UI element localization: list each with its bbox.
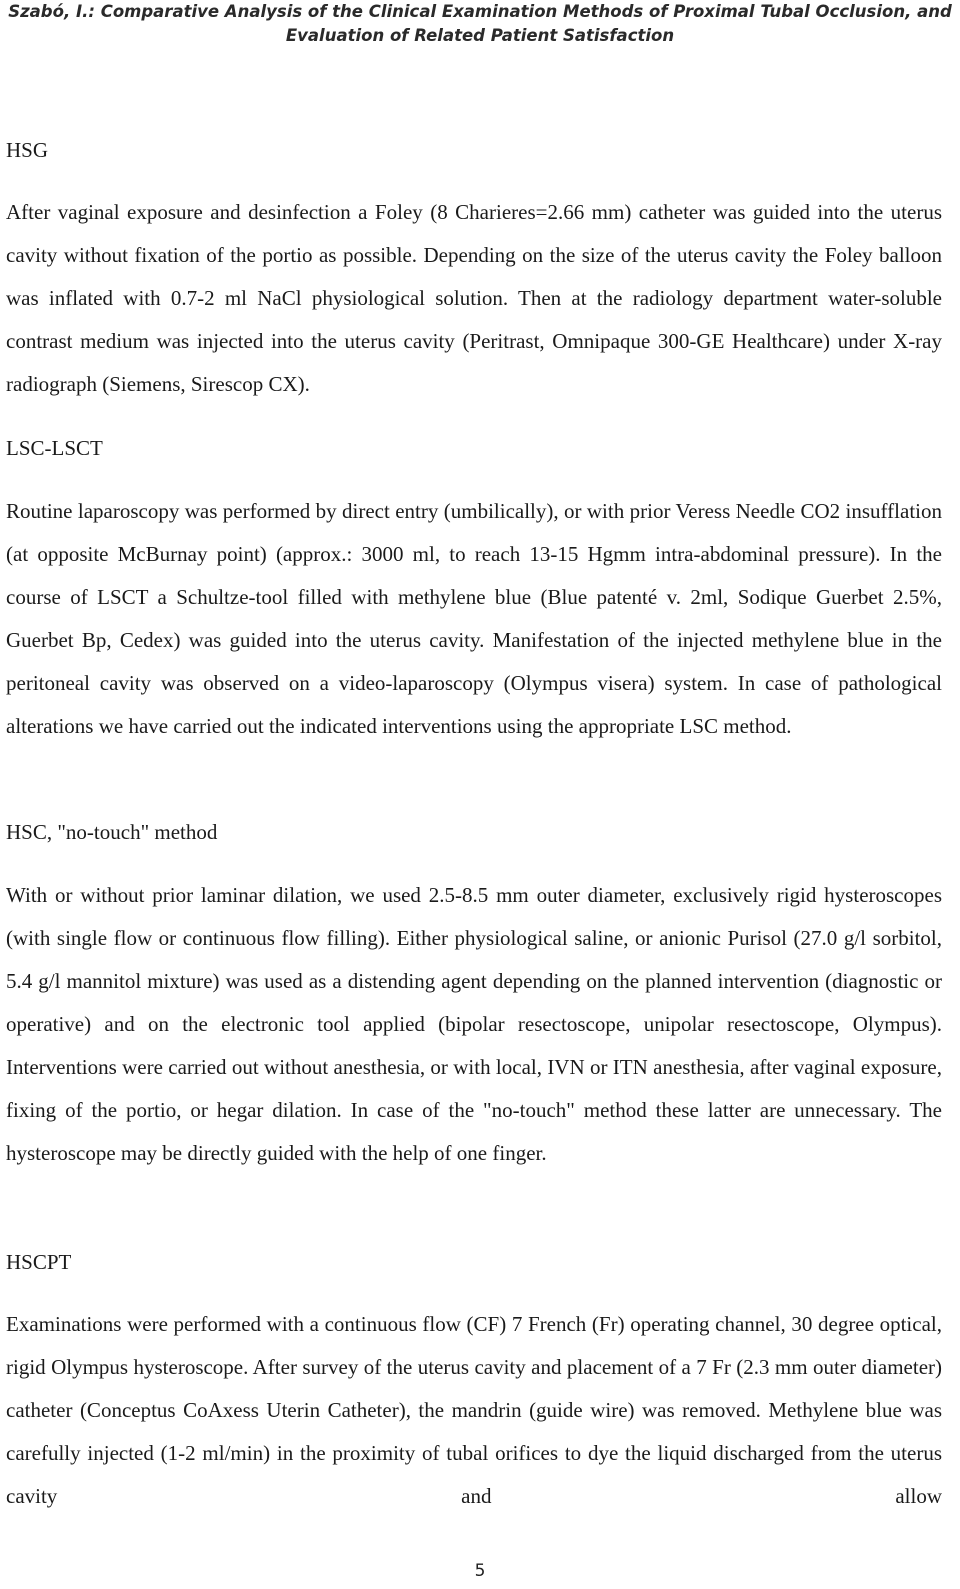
section-paragraph-lsc-lsct: Routine laparoscopy was performed by direct entry (umbilically), or with prior Veress Needle CO2 insufflation (at opposite McBurnay point) (approx.: 3000 ml, to reach 13-15 Hgmm intra-abdominal pressure). In the course of LSCT a Schultze-tool filled with methylene blue (Blue patenté v. 2ml, Sodique Guerbet 2.5%, Guerbet Bp, Cedex) was guided into the uterus cavity. Manifestation of the injected methylene blue in the peritoneal cavity was observed on a video-laparoscopy (Olympus visera) system. In case of pathological alterations we have carried out the indicated interventions using the appropriate LSC method. <box>6 499 942 738</box>
running-header-line-2: Evaluation of Related Patient Satisfaction <box>285 26 675 45</box>
section-paragraph-hsg: After vaginal exposure and desinfection a Foley (8 Charieres=2.66 mm) catheter was guided into the uterus cavity without fixation of the portio as possible. Depending on the size of the uterus cavity the Foley balloon was inflated with 0.7-2 ml NaCl physiological solution. Then at the radiology department water-soluble contrast medium was injected into the uterus cavity (Peritrast, Omnipaque 300-GE Healthcare) under X-ray radiograph (Siemens, Sirescop CX). <box>6 200 942 396</box>
page-number: 5 <box>474 1561 486 1581</box>
section-paragraph-hsc-no-touch: With or without prior laminar dilation, we used 2.5-8.5 mm outer diameter, exclusively rigid hysteroscopes (with single flow or continuous flow filling). Either physiological saline, or anionic Purisol (27.0 g/l sorbitol, 5.4 g/l mannitol mixture) was used as a distending agent depending on the planned intervention (diagnostic or operative) and on the electronic tool applied (bipolar resectoscope, unipolar resectoscope, Olympus). Interventions were carried out without anesthesia, or with local, IVN or ITN anesthesia, after vaginal exposure, fixing of the portio, or hegar dilation. In case of the "no-touch" method these latter are unnecessary. The hysteroscope may be directly guided with the help of one finger. <box>6 883 942 1165</box>
running-header-line-1: Szabó, I.: Comparative Analysis of the Clinical Examination Methods of Proximal Tubal Occlusion, and <box>8 2 952 21</box>
section-paragraph-hscpt: Examinations were performed with a continuous flow (CF) 7 French (Fr) operating channel, 30 degree optical, rigid Olympus hysteroscope. After survey of the uterus cavity and placement of a 7 Fr (2.3 mm outer diameter) catheter (Conceptus CoAxess Uterin Catheter), the mandrin (guide wire) was removed. Methylene blue was carefully injected (1-2 ml/min) in the proximity of tubal orifices to dye the liquid discharged from the uterus cavity and allow <box>6 1312 942 1508</box>
section-heading-hsc-no-touch: HSC, "no-touch" method <box>6 820 218 844</box>
section-heading-hscpt: HSCPT <box>6 1250 72 1274</box>
section-heading-hsg: HSG <box>6 138 49 162</box>
running-header <box>0 0 960 48</box>
section-heading-lsc-lsct: LSC-LSCT <box>6 436 103 460</box>
